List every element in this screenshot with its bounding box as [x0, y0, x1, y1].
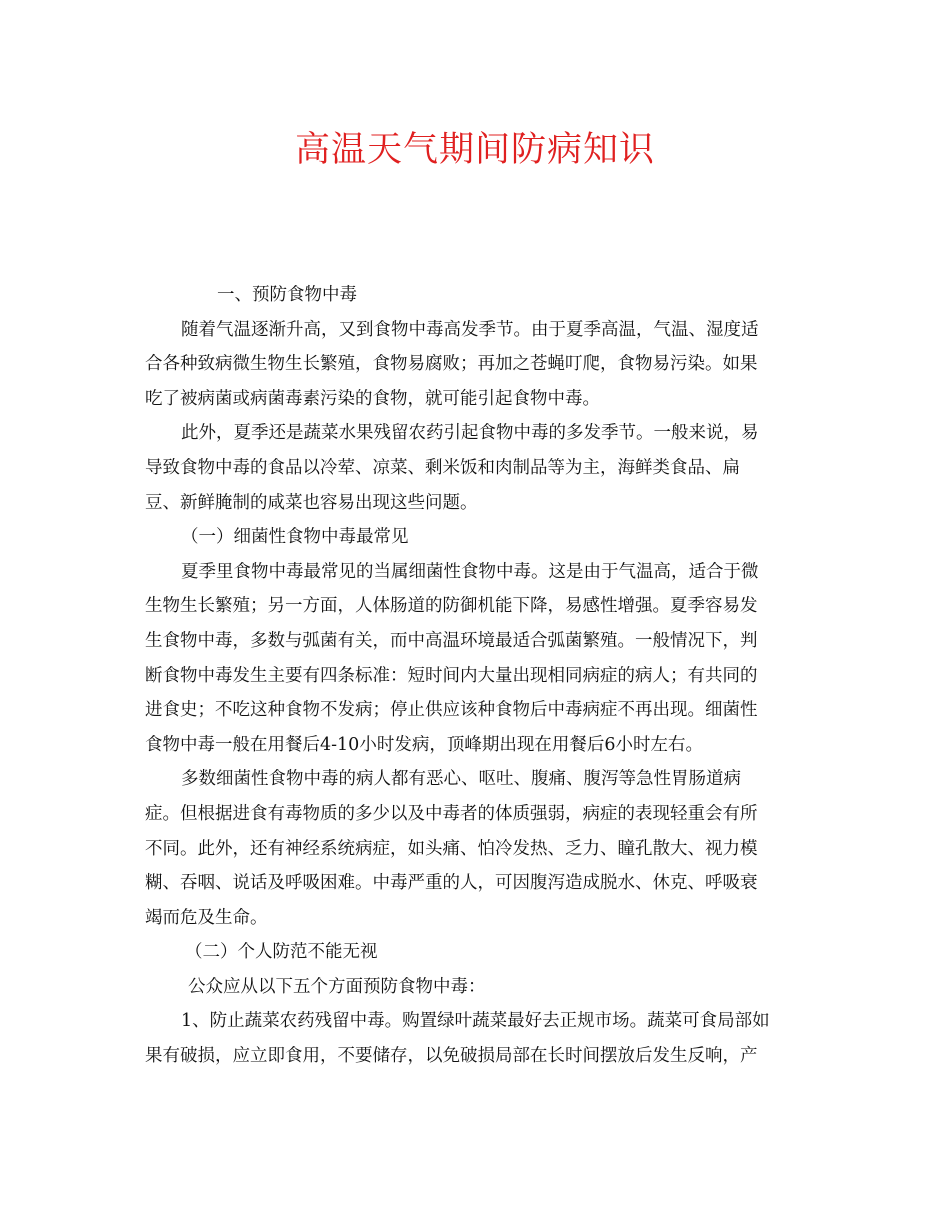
- paragraph-line: 糊、吞咽、说话及呼吸困难。中毒严重的人，可因腹泻造成脱水、休克、呼吸衰: [145, 873, 758, 894]
- paragraph-line: 食物中毒一般在用餐后4-10小时发病，顶峰期出现在用餐后6小时左右。: [145, 734, 703, 755]
- paragraph-line: 吃了被病菌或病菌毒素污染的食物，就可能引起食物中毒。: [145, 388, 600, 409]
- list-item-line: 果有破损，应立即食用，不要储存，以免破损局部在长时间摆放后发生反响，产: [145, 1046, 758, 1067]
- paragraph-line: 多数细菌性食物中毒的病人都有恶心、呕吐、腹痛、腹泻等急性胃肠道病: [181, 769, 741, 790]
- section-heading-prevent-food-poisoning: 一、预防食物中毒: [217, 285, 357, 305]
- document-title: 高温天气期间防病知识: [294, 130, 655, 170]
- paragraph-line: 进食史；不吃这种食物不发病；停止供应该种食物后中毒病症不再出现。细菌性: [145, 700, 758, 721]
- list-item-line: 1、防止蔬菜农药残留中毒。购置绿叶蔬菜最好去正规市场。蔬菜可食局部如: [181, 1011, 770, 1032]
- paragraph-line: 生物生长繁殖；另一方面，人体肠道的防御机能下降，易感性增强。夏季容易发: [145, 596, 758, 617]
- paragraph-line: 豆、新鲜腌制的咸菜也容易出现这些问题。: [145, 492, 478, 513]
- paragraph-line: 不同。此外，还有神经系统病症，如头痛、怕冷发热、乏力、瞳孔散大、视力模: [145, 838, 758, 859]
- paragraph-line: 竭而危及生命。: [145, 907, 268, 928]
- paragraph-line: 生食物中毒，多数与弧菌有关，而中高温环境最适合弧菌繁殖。一般情况下，判: [145, 630, 758, 651]
- paragraph-line: 断食物中毒发生主要有四条标准：短时间内大量出现相同病症的病人；有共同的: [145, 665, 758, 686]
- paragraph-line: 随着气温逐渐升高，又到食物中毒高发季节。由于夏季高温，气温、湿度适: [181, 319, 759, 340]
- document-body: [145, 278, 805, 1074]
- paragraph-line: 导致食物中毒的食品以冷荤、凉菜、剩米饭和肉制品等为主，海鲜类食品、扁: [145, 457, 740, 478]
- subsection-heading-bacterial: （一）细菌性食物中毒最常见: [181, 527, 409, 548]
- subsection-heading-personal-prevention: （二）个人防范不能无视: [185, 942, 378, 963]
- paragraph-line: 此外，夏季还是蔬菜水果残留农药引起食物中毒的多发季节。一般来说，易: [181, 423, 759, 444]
- paragraph-line: 公众应从以下五个方面预防食物中毒：: [188, 976, 486, 997]
- paragraph-line: 合各种致病微生物生长繁殖，食物易腐败；再加之苍蝇叮爬，食物易污染。如果: [145, 354, 758, 375]
- paragraph-line: 夏季里食物中毒最常见的当属细菌性食物中毒。这是由于气温高，适合于微: [181, 561, 759, 582]
- paragraph-line: 症。但根据进食有毒物质的多少以及中毒者的体质强弱，病症的表现轻重会有所: [145, 803, 758, 824]
